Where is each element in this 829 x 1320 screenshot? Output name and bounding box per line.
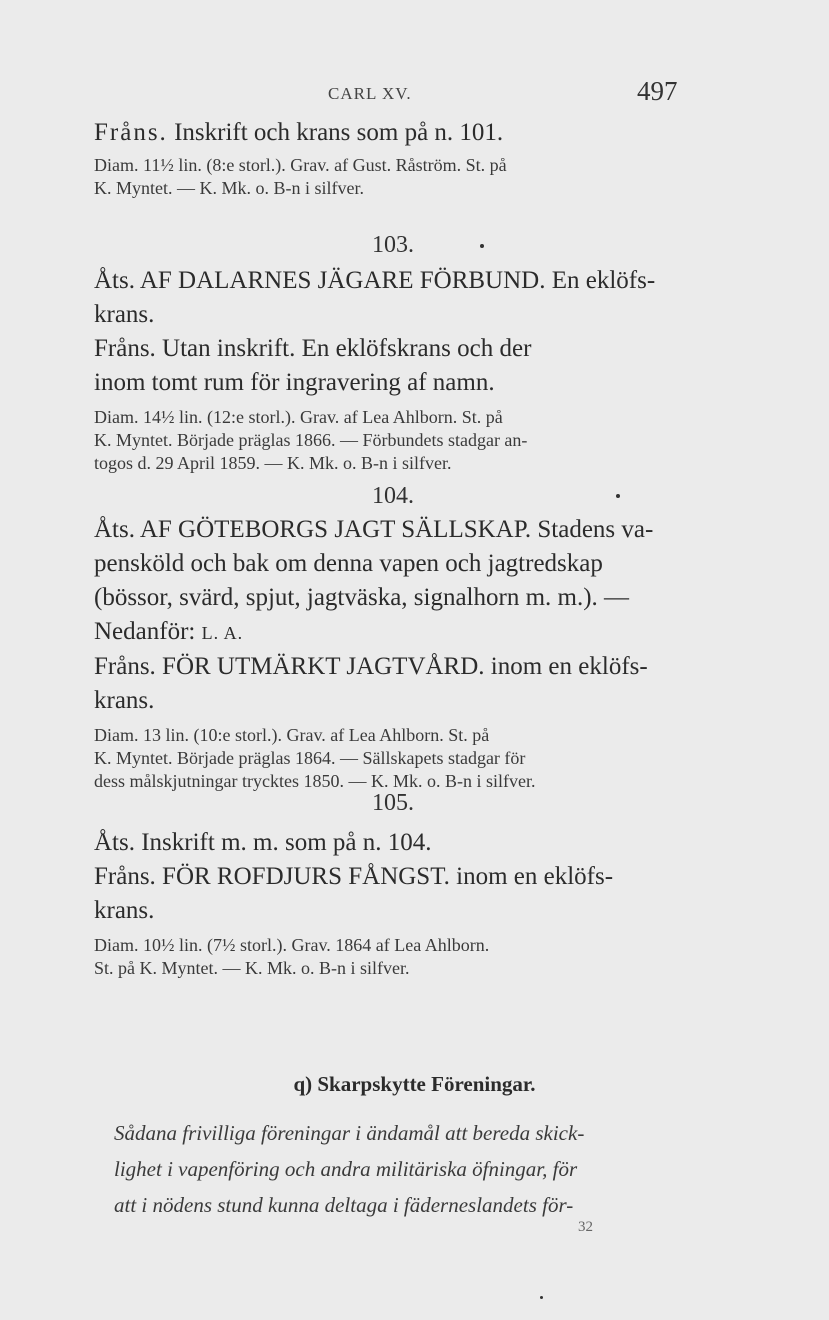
entry-meta-line: Diam. 14½ lin. (12:e storl.). Grav. af Lea Ahlborn. St. på [94,407,503,427]
section-intro [114,1115,724,1223]
frans-text: Inskrift och krans som på n. 101. [174,119,504,146]
print-speck [540,1296,543,1299]
entry-103 [94,264,744,475]
entry-meta-line: K. Myntet. — K. Mk. o. B-n i silfver. [94,178,364,198]
running-title: CARL XV. [328,84,412,103]
initials: L. A. [201,623,244,643]
obverse-line: Åts. Inskrift m. m. som på n. 104. [94,829,432,856]
section-heading: q) Skarpskytte Föreningar. [293,1072,536,1096]
obverse-line: krans. [94,301,155,328]
reverse-line: Fråns. FÖR ROFDJURS FÅNGST. inom en eklöfs- [94,863,614,890]
reverse-line: Fråns. Utan inskrift. En eklöfskrans och der [94,335,532,362]
reverse-line: Fråns. FÖR UTMÄRKT JAGTVÅRD. inom en eklöfs- [94,653,648,680]
running-header [0,76,829,106]
intro-line: Sådana frivilliga föreningar i ändamål att bereda skick- [114,1121,585,1145]
entry-meta-line: Diam. 13 lin. (10:e storl.). Grav. af Lea Ahlborn. St. på [94,725,490,745]
entry-number-104: 104. [372,483,414,509]
entry-meta-line: togos d. 29 April 1859. — K. Mk. o. B-n i silfver. [94,453,452,473]
entry-104 [94,513,744,793]
frans-label: Fråns. [94,119,168,146]
reverse-line: krans. [94,687,155,714]
reverse-line [94,116,744,150]
intro-line: lighet i vapenföring och andra militäriska öfningar, för [114,1157,578,1181]
entry-102-reverse [94,116,744,200]
obverse-line: pensköld och bak om denna vapen och jagtredskap [94,550,603,577]
entry-105 [94,826,744,980]
print-speck [616,494,620,498]
obverse-line: (bössor, svärd, spjut, jagtväska, signalhorn m. m.). — [94,584,630,611]
print-speck [480,244,484,248]
entry-meta-line: K. Myntet. Började präglas 1864. — Sällskapets stadgar för [94,748,526,768]
obverse-line: Åts. AF DALARNES JÄGARE FÖRBUND. En eklöfs- [94,267,656,294]
entry-number-103: 103. [372,232,414,258]
reverse-line: inom tomt rum för ingravering af namn. [94,369,495,396]
obverse-line [94,615,744,650]
entry-meta-line: Diam. 11½ lin. (8:e storl.). Grav. af Gust. Råström. St. på [94,155,507,175]
entry-meta-line: St. på K. Myntet. — K. Mk. o. B-n i silfver. [94,958,410,978]
entry-meta-line: K. Myntet. Började präglas 1866. — Förbundets stadgar an- [94,430,528,450]
intro-line: att i nödens stund kunna deltaga i fäderneslandets för- [114,1193,574,1217]
nedanfor-label: Nedanför: [94,618,196,645]
sheet-signature: 32 [578,1219,593,1235]
reverse-line: krans. [94,897,155,924]
entry-meta-line: dess målskjutningar trycktes 1850. — K. Mk. o. B-n i silfver. [94,771,536,791]
entry-number-105: 105. [372,790,414,816]
page-number: 497 [637,76,678,106]
obverse-line: Åts. AF GÖTEBORGS JAGT SÄLLSKAP. Stadens va- [94,516,654,543]
entry-meta-line: Diam. 10½ lin. (7½ storl.). Grav. 1864 af Lea Ahlborn. [94,935,490,955]
